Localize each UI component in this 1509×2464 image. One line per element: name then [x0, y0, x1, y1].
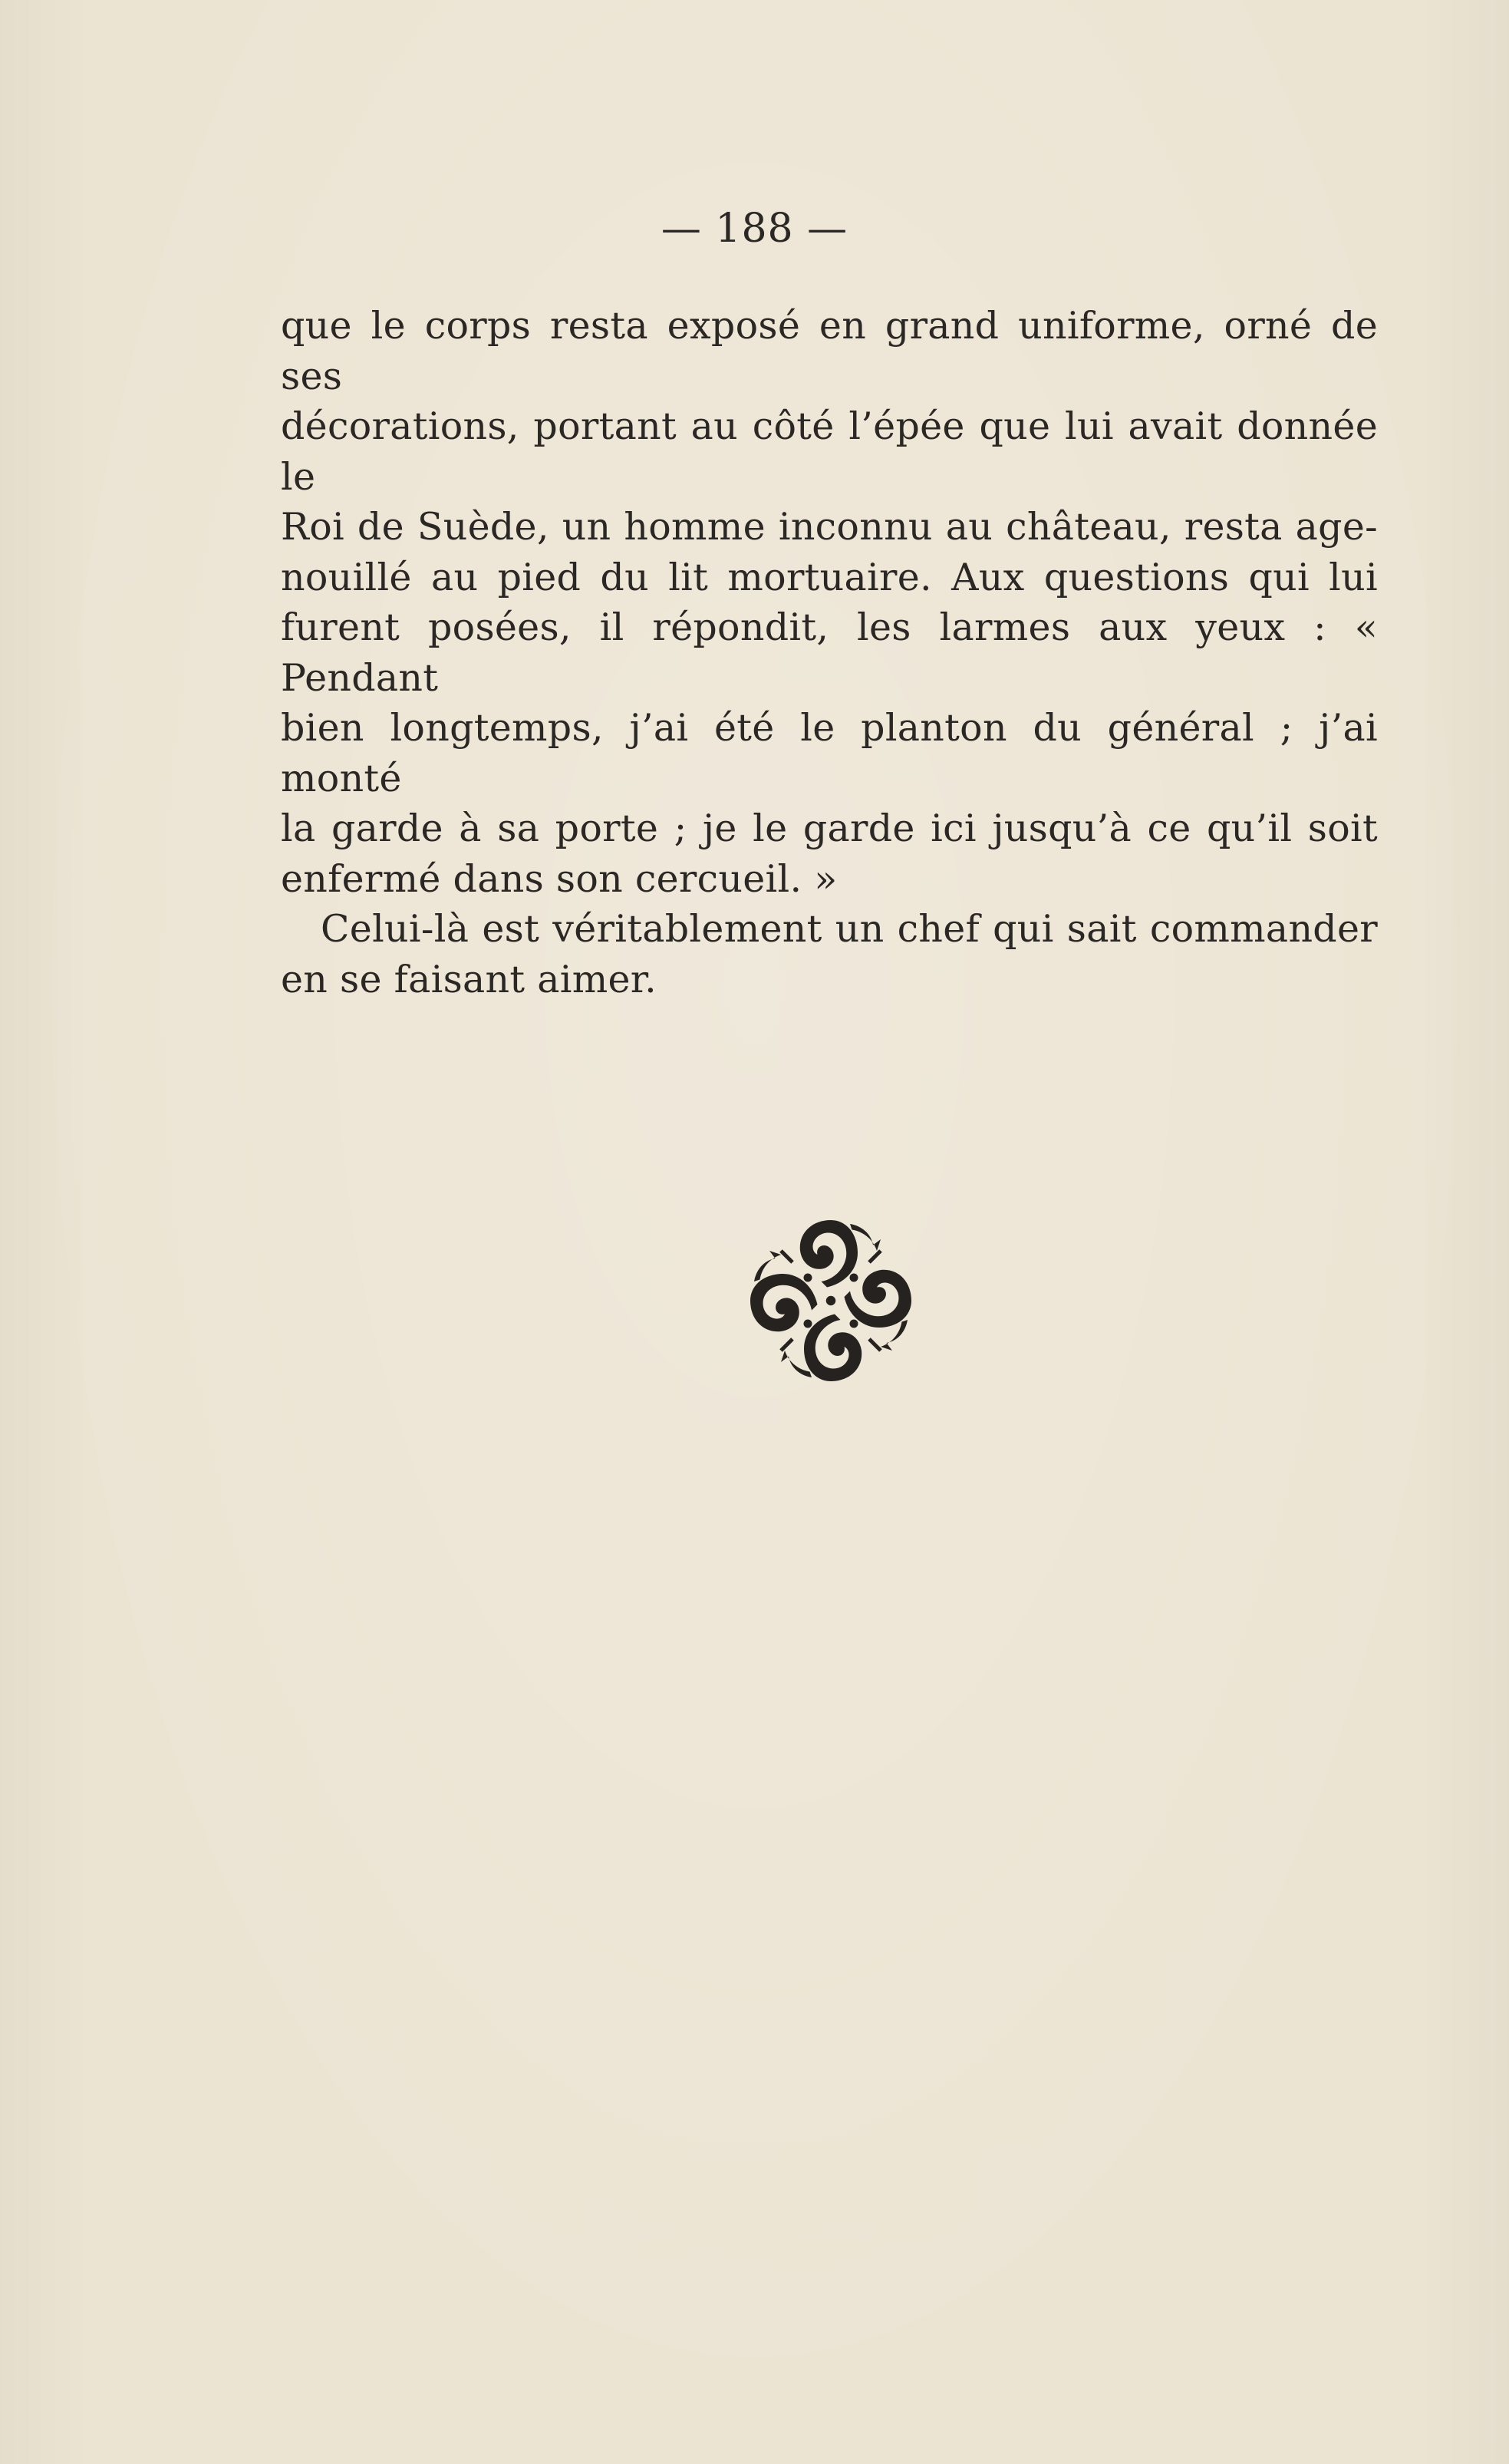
paragraph-2 [281, 904, 1378, 1004]
text-line: la garde à sa porte ; je le garde ici jusqu’à ce qu’il soit [281, 806, 1378, 850]
text-line: en se faisant aimer. [281, 957, 657, 1001]
text-line: enfermé dans son cercueil. » [281, 856, 838, 901]
text-line: Roi de Suède, un homme inconnu au château, resta age- [281, 505, 1378, 549]
fleuron-ornament-icon [735, 1205, 927, 1397]
text-line: bien longtemps, j’ai été le planton du général ; j’ai monté [281, 706, 1378, 800]
text-line: décorations, portant au côté l’épée que lui avait donnée le [281, 404, 1378, 499]
paragraph-1 [281, 301, 1378, 904]
text-line: Celui-là est véritablement un chef qui sait commander [321, 907, 1378, 951]
body-text [281, 301, 1378, 1004]
page-number: — 188 — [661, 206, 848, 252]
text-line: que le corps resta exposé en grand uniforme, orné de ses [281, 304, 1378, 398]
text-line: nouillé au pied du lit mortuaire. Aux questions qui lui [281, 555, 1378, 599]
text-line: furent posées, il répondit, les larmes aux yeux : « Pendant [281, 605, 1378, 700]
